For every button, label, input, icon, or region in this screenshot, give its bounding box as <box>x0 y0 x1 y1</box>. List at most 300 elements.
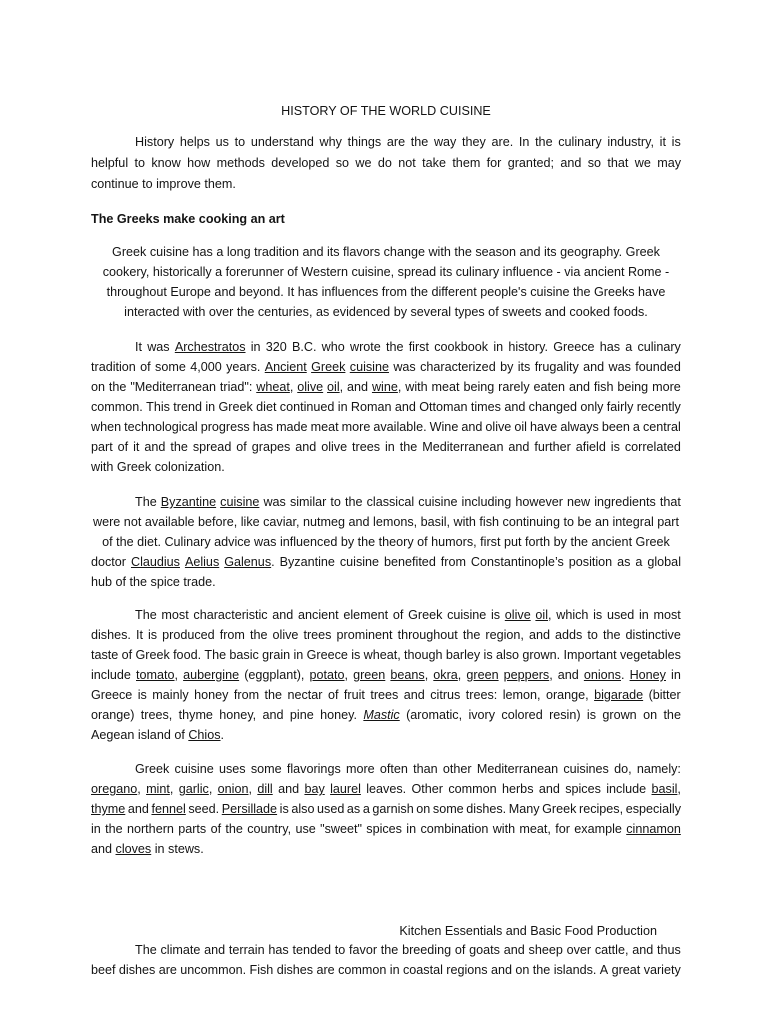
word <box>363 799 370 819</box>
word <box>91 357 136 377</box>
word-part: the <box>380 943 399 957</box>
word-part: is <box>610 440 620 454</box>
word-part: the <box>410 135 429 149</box>
word <box>194 685 228 705</box>
word-part: and <box>560 156 582 170</box>
word <box>320 819 362 839</box>
word-part: of <box>121 648 133 662</box>
word-part: take <box>422 156 446 170</box>
greek-cuisine-line <box>91 242 681 262</box>
word <box>119 960 155 980</box>
word-part: the <box>663 708 681 722</box>
word <box>124 417 198 437</box>
archestratos-line <box>91 417 681 437</box>
word <box>530 417 557 437</box>
word-part: Mediterranean <box>476 762 559 776</box>
word-part: are <box>158 963 177 977</box>
word-part: Constantinople’s <box>470 555 564 569</box>
word <box>307 645 348 665</box>
word-part: use <box>295 822 316 836</box>
word-part: do, <box>614 762 632 776</box>
word-part: basic <box>229 648 259 662</box>
word-part: favor <box>349 943 378 957</box>
word-part: The <box>204 648 227 662</box>
word <box>251 337 261 357</box>
word <box>563 645 616 665</box>
section-heading <box>91 209 681 229</box>
word <box>567 492 590 512</box>
word-part: to <box>334 943 346 957</box>
underlined-term: green <box>466 668 499 682</box>
word <box>602 417 630 437</box>
word <box>607 132 654 152</box>
word-part: trend <box>173 400 202 414</box>
word-part: may <box>657 156 681 170</box>
word-part: and <box>295 440 317 454</box>
underlined-term: Archestratos <box>174 340 246 354</box>
footer-heading <box>91 921 681 941</box>
word-part: however <box>515 495 563 509</box>
word <box>617 377 648 397</box>
word <box>477 759 558 779</box>
word <box>400 437 418 457</box>
word <box>280 397 335 417</box>
word-part: that <box>659 495 681 509</box>
word <box>271 153 329 173</box>
word-part: the <box>532 963 551 977</box>
word-part: Many <box>508 802 540 816</box>
word-part: meat <box>310 420 339 434</box>
word-part: colored <box>501 708 543 722</box>
word-part: benefited <box>384 555 436 569</box>
word <box>350 337 381 357</box>
word-part: namely: <box>636 762 681 776</box>
word-part: orange) <box>91 708 135 722</box>
word <box>522 645 560 665</box>
word-part: , <box>457 668 462 682</box>
word <box>463 377 494 397</box>
word-part: seed. <box>188 802 220 816</box>
word <box>256 377 293 397</box>
word-part: trees <box>370 688 399 702</box>
word <box>529 397 577 417</box>
word-part: sheep <box>528 943 563 957</box>
word <box>151 153 180 173</box>
flavorings-line <box>91 779 681 799</box>
word <box>386 337 404 357</box>
word <box>134 153 145 173</box>
word <box>594 492 656 512</box>
word-part: methods <box>216 156 265 170</box>
word-part: helps <box>179 135 210 149</box>
underlined-term: olive <box>504 608 531 622</box>
word <box>560 153 581 173</box>
word-part: example <box>574 822 622 836</box>
word <box>644 960 681 980</box>
word <box>565 779 601 799</box>
underlined-term: mint <box>146 782 170 796</box>
word <box>466 799 506 819</box>
word-part: the <box>249 628 268 642</box>
word-part: a <box>635 555 643 569</box>
word-part: in <box>337 400 348 414</box>
word-part: orange, <box>545 688 589 702</box>
word-part: also <box>291 802 315 816</box>
word <box>225 819 243 839</box>
text-run: with Greek colonization. <box>91 460 225 474</box>
word <box>173 645 201 665</box>
word-part: was <box>393 360 416 374</box>
word <box>404 645 443 665</box>
word <box>131 552 180 572</box>
word-part: ancient <box>298 608 339 622</box>
word-part: always <box>560 420 599 434</box>
word-part: is <box>148 628 158 642</box>
word-part: more <box>341 420 371 434</box>
word <box>406 819 416 839</box>
word-part: common <box>448 782 497 796</box>
word-part: . <box>620 668 625 682</box>
word-part: most <box>161 608 189 622</box>
word <box>588 153 601 173</box>
word <box>328 685 339 705</box>
text-run: interacted with over the centuries, as evidenced by several types of sweets and cooked foods. <box>124 305 648 319</box>
word <box>466 685 498 705</box>
word <box>462 492 512 512</box>
word-part: position <box>568 555 613 569</box>
word <box>287 685 322 705</box>
word <box>144 437 165 457</box>
word <box>179 779 213 799</box>
underlined-term: fennel <box>151 802 186 816</box>
word-part: as <box>617 555 631 569</box>
word-part: , <box>174 668 179 682</box>
word <box>602 705 636 725</box>
word-part: (bitter <box>648 688 681 702</box>
underlined-term: thyme <box>91 802 126 816</box>
word-part: Greek <box>542 802 577 816</box>
word-part: some <box>432 802 464 816</box>
word-part: developed <box>271 156 330 170</box>
word-part: (eggplant), <box>244 668 305 682</box>
word-part: of <box>117 440 129 454</box>
byzantine-line <box>135 492 681 512</box>
word <box>295 819 315 839</box>
word-part: recipes, <box>579 802 624 816</box>
word <box>466 665 498 685</box>
word <box>398 153 416 173</box>
word <box>135 492 157 512</box>
word <box>412 779 444 799</box>
word-part: and <box>632 943 654 957</box>
word-part: changed <box>528 400 577 414</box>
archestratos-line <box>91 437 681 457</box>
word-part: the <box>462 628 481 642</box>
flavorings-line <box>91 799 681 819</box>
word-part: and <box>403 688 425 702</box>
word <box>484 645 493 665</box>
word <box>263 705 284 725</box>
word <box>584 665 625 685</box>
word <box>343 605 388 625</box>
word-part: combination <box>420 822 489 836</box>
word <box>183 665 239 685</box>
word <box>348 132 382 152</box>
word-part: beef <box>91 963 116 977</box>
underlined-term: onions <box>583 668 621 682</box>
word-part: include <box>91 668 131 682</box>
word <box>393 605 404 625</box>
word-part: times <box>470 400 501 414</box>
word-part: being <box>617 380 649 394</box>
word-part: dishes <box>118 963 156 977</box>
word <box>330 492 341 512</box>
word-part: citrus <box>430 688 461 702</box>
word <box>178 819 206 839</box>
word-part: grown. <box>522 648 561 662</box>
word-part: B.C. <box>291 340 317 354</box>
word-part: to <box>134 156 145 170</box>
word <box>226 357 260 377</box>
word <box>342 417 371 437</box>
word-part: of <box>236 440 247 454</box>
word-part: , <box>208 782 213 796</box>
word-part: thus <box>657 943 681 957</box>
word-part: It <box>135 628 143 642</box>
word-part: how <box>187 156 211 170</box>
word-part: olive <box>485 420 512 434</box>
word <box>580 397 603 417</box>
word <box>272 605 293 625</box>
word <box>151 799 185 819</box>
word <box>91 685 132 705</box>
word <box>420 357 496 377</box>
greek-cuisine-line <box>91 302 681 322</box>
word <box>607 397 634 417</box>
word-part: honey. <box>320 708 357 722</box>
word <box>290 492 326 512</box>
underlined-term: garlic <box>178 782 209 796</box>
word <box>298 605 339 625</box>
word <box>316 960 334 980</box>
word-part: trees <box>303 628 332 642</box>
underlined-term: aubergine <box>183 668 240 682</box>
word <box>135 759 169 779</box>
word <box>175 759 214 779</box>
word <box>657 940 681 960</box>
word <box>263 492 285 512</box>
word-part: , <box>344 668 349 682</box>
word <box>403 960 443 980</box>
word <box>251 759 282 779</box>
word-part: It <box>135 340 142 354</box>
underlined-term: cuisine <box>349 360 389 374</box>
word-part: olive <box>272 628 299 642</box>
word <box>327 377 343 397</box>
word <box>91 665 131 685</box>
word <box>491 960 512 980</box>
word <box>385 437 395 457</box>
word <box>136 625 143 645</box>
word <box>256 397 276 417</box>
word-part: more <box>345 762 375 776</box>
word <box>593 605 602 625</box>
word-part: The <box>135 943 157 957</box>
word <box>141 705 173 725</box>
word <box>406 705 462 725</box>
word-part: This <box>146 400 170 414</box>
byzantine-line <box>91 552 681 572</box>
word-part: and <box>504 400 526 414</box>
word-part: by <box>500 360 514 374</box>
word-part: common <box>338 963 387 977</box>
word-part: central <box>642 420 681 434</box>
word-part: and <box>278 782 300 796</box>
word <box>660 492 681 512</box>
word <box>637 759 681 779</box>
word <box>409 337 429 357</box>
archestratos-line <box>135 337 681 357</box>
archestratos-line <box>91 377 681 397</box>
word-part: Greece <box>306 648 348 662</box>
word-part: and <box>583 360 605 374</box>
word-part: tradition <box>91 360 136 374</box>
word-part: understand <box>250 135 314 149</box>
text-run: Aegean island of <box>91 728 189 742</box>
word-part: available. <box>373 420 427 434</box>
word <box>280 799 289 819</box>
word-part: dishes. <box>466 802 507 816</box>
word-part: , <box>169 782 174 796</box>
word <box>252 437 291 457</box>
text-run: . <box>220 728 225 742</box>
word-part: some <box>155 360 186 374</box>
word-part: the <box>602 628 621 642</box>
word-part: country, <box>247 822 292 836</box>
word-part: region, <box>485 628 524 642</box>
word-part: has <box>268 943 289 957</box>
word <box>335 940 346 960</box>
word-part: grain <box>262 648 291 662</box>
word-part: honey <box>194 688 229 702</box>
word <box>363 705 399 725</box>
word <box>217 153 265 173</box>
word-part: so <box>587 156 601 170</box>
word-part: climate <box>160 943 201 957</box>
word-part: part <box>91 440 113 454</box>
word-part: on <box>416 802 431 816</box>
word <box>579 799 623 819</box>
word-part: herbs <box>501 782 534 796</box>
word <box>304 779 324 799</box>
underlined-term: laurel <box>330 782 361 796</box>
word-part: cuisine <box>339 555 380 569</box>
word-part: over <box>566 943 592 957</box>
olive-oil-line <box>91 725 681 745</box>
word <box>310 665 349 685</box>
word <box>569 552 612 572</box>
word-part: , <box>289 380 294 394</box>
word-part: Important <box>563 648 617 662</box>
word <box>560 417 599 437</box>
word-part: further <box>534 440 571 454</box>
underlined-term: green <box>353 668 386 682</box>
word-part: a <box>625 340 633 354</box>
word <box>320 132 342 152</box>
word <box>630 665 666 685</box>
underlined-term: potato <box>309 668 345 682</box>
word <box>91 819 101 839</box>
word <box>393 357 415 377</box>
word-part: cuisine <box>447 608 487 622</box>
word-part: it <box>659 135 666 149</box>
word <box>432 377 460 397</box>
word-part: In <box>518 135 530 149</box>
word-part: goats <box>469 943 500 957</box>
word-part: , <box>548 608 552 622</box>
word <box>216 132 229 152</box>
word <box>539 779 560 799</box>
word-part: and <box>144 440 166 454</box>
word-part: barley <box>445 648 481 662</box>
word-part: flavorings <box>286 762 341 776</box>
word <box>558 665 579 685</box>
word <box>639 605 649 625</box>
word <box>663 705 681 725</box>
word <box>446 645 480 665</box>
word-part: Wine <box>429 420 459 434</box>
word-part: and <box>538 782 560 796</box>
word-part: culinary <box>558 135 602 149</box>
underlined-term: Byzantine <box>160 495 217 509</box>
word-part: the <box>108 380 127 394</box>
word-part: 4,000 <box>190 360 222 374</box>
word <box>620 645 681 665</box>
word <box>643 705 657 725</box>
word <box>600 960 608 980</box>
word-part: was <box>147 340 170 354</box>
word-part: wrote <box>349 340 381 354</box>
underlined-term: bigarade <box>594 688 644 702</box>
word <box>574 819 622 839</box>
word <box>492 132 514 152</box>
word-part: 320 <box>265 340 287 354</box>
word <box>330 779 361 799</box>
word <box>219 397 253 417</box>
word-part: Greek <box>135 648 170 662</box>
word-part: trees, <box>140 708 173 722</box>
word <box>247 819 291 839</box>
word-part: Fish <box>249 963 274 977</box>
text-run: of the diet. Culinary advice was influenced by the theory of humors, first put forth by the ancient Greek <box>102 535 670 549</box>
word <box>380 759 408 779</box>
word <box>161 605 188 625</box>
word-part: and <box>204 943 226 957</box>
word-part: and <box>347 380 369 394</box>
word <box>234 685 259 705</box>
word <box>390 960 400 980</box>
word <box>109 377 127 397</box>
word <box>135 337 142 357</box>
word-part: founded <box>635 360 681 374</box>
text-run: in stews. <box>151 842 204 856</box>
word <box>173 397 202 417</box>
word <box>136 665 178 685</box>
word-part: is <box>671 135 681 149</box>
word <box>366 779 406 799</box>
word <box>556 605 588 625</box>
word-part: than <box>413 762 438 776</box>
